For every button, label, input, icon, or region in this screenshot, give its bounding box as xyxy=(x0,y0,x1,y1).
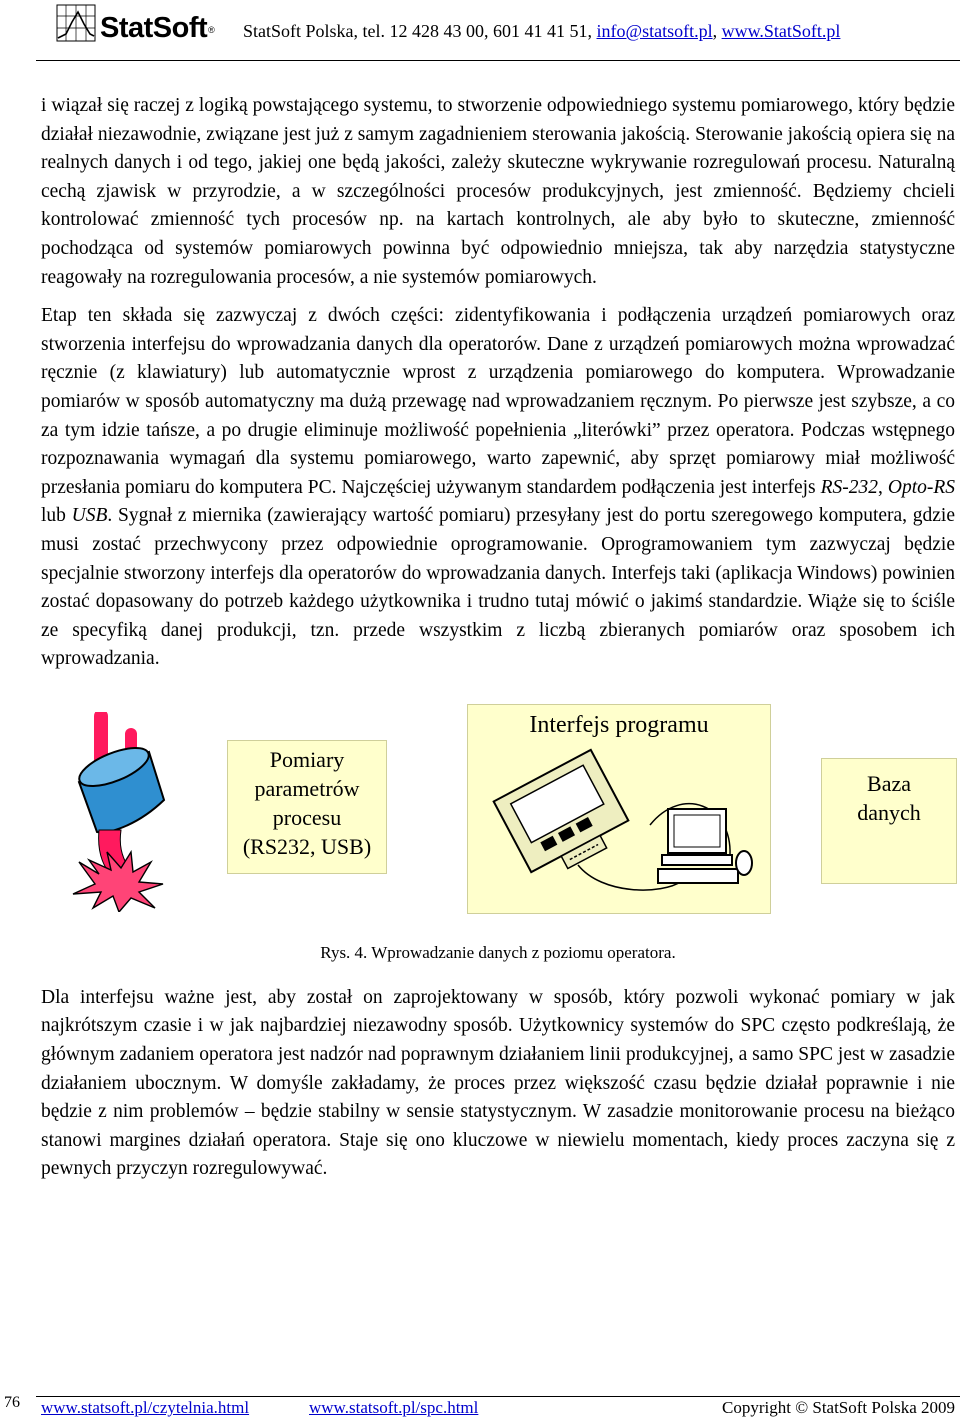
computer-interface-icon xyxy=(482,745,762,905)
term-rs232: RS-232 xyxy=(820,476,879,498)
statsoft-logo-icon xyxy=(56,4,96,42)
figure-data-entry xyxy=(41,704,955,914)
page-number: 76 xyxy=(4,1394,20,1411)
footer-link-spc[interactable]: www.statsoft.pl/spc.html xyxy=(309,1398,479,1417)
paragraph-1: i wiązał się raczej z logiką powstającego systemu, to stworzenie odpowiedniego systemu pomiarowego, który będzie działał niezawodnie, związane jest już z samym zagadnieniem sterowania jakością. Sterowanie jakością opiera się na realnych danych i od tego, jakiej one będą jakości, zależy skuteczne wykrywanie rozregulowań procesu. Naturalną cechą zjawisk w przyrodzie, a w szczególności procesów produkcyjnych, jest zmienność. Będziemy chcieli kontrolować zmienność tych procesów np. na kartach kontrolnych, ale aby było to skuteczne, zmienność pochodząca od systemów pomiarowych powinna być odpowiednio mniejsza, tak aby narzędzia statystyczne reagowały na rozregulowania procesów, a nie systemów pomiarowych. xyxy=(41,95,955,288)
figure-caption: Rys. 4. Wprowadzanie danych z poziomu operatora. xyxy=(320,942,676,962)
header-contact xyxy=(243,20,840,42)
website-link[interactable]: www.StatSoft.pl xyxy=(721,21,841,41)
interface-title: Interfejs programu xyxy=(529,711,709,738)
email-link[interactable]: info@statsoft.pl xyxy=(596,21,713,41)
box-measurements: Pomiary parametrów procesu (RS232, USB) xyxy=(227,740,387,874)
paragraph-3: Dla interfejsu ważne jest, aby został on zaprojektowany w sposób, który pozwoli wykonać pomiary w jak najkrótszym czasie i w jak najbardziej niezawodny sposób. Użytkownicy systemów do SPC często podkreślają, że głównym zadaniem operatora jest nadzór nad poprawnym działaniem linii produkcyjnej, a samo SPC jest w zasadzie działaniem ubocznym. W domyśle zakładamy, że proces przez większość czasu będzie działał poprawnie i nie będzie z nim problemów – będzie stabilny w sensie statystycznym. W zasadzie monitorowanie procesu na bieżąco stanowi margines działań operatora. Staje się ono kluczowe w niewielu momentach, kiedy proces zaczyna się z pewnych przyczyn rozregulowywać. xyxy=(41,986,955,1180)
contact-text: StatSoft Polska, tel. 12 428 43 00, 601 41 41 51, xyxy=(243,21,597,41)
term-opto-rs: Opto-RS xyxy=(887,476,956,498)
paragraph-2: Etap ten składa się zazwyczaj z dwóch części: zidentyfikowania i podłączenia urządzeń pomiarowych oraz stworzenia interfejsu do wprowadzania danych dla operatorów. Dane z urządzeń pomiarowych można wprowadzać ręcznie (z klawiatury) lub automatycznie wprost z urządzenia pomiarowego do komputera. Wprowadzanie pomiarów w sposób automatyczny ma dużą przewagę nad wprowadzaniem ręcznym. Po pierwsze jest szybsze, a co za tym idzie tańsze, a po drugie eliminuje możliwość popełnienia „literówki” przez operatora. Podczas wstępnego rozpoznawania wymagań dla systemu pomiarowego, warto zapewnić, aby sprzęt pomiarowy miał możliwość przesłania pomiaru do komputera PC. Najczęściej używanym standardem podłączenia jest interfejs RS-232, Opto-RS lub USB. Sygnał z miernika (zawierający wartość pomiaru) przesyłany jest do portu szeregowego komputera, gdzie musi zostać przechwycony przez odpowiednie oprogramowanie. Oprogramowaniem tym zazwyczaj będzie specjalnie stworzony interfejs dla operatorów do wprowadzania danych. Interfejs taki (aplikacja Windows) powinien zostać dopasowany do potrzeb każdego użytkownika i trudno tutaj mówić o jakimś standardzie. Wiąże się to ściśle ze specyfiką danej produkcji, tzn. przede wszystkim z liczbą zbieranych pomiarów oraz sposobem ich wprowadzania. xyxy=(41,305,956,670)
page-header xyxy=(0,0,960,62)
logo-wordmark: StatSoft® xyxy=(100,12,215,44)
footer-copyright: Copyright © StatSoft Polska 2009 xyxy=(722,1398,955,1417)
box-program-interface xyxy=(467,704,771,914)
contact-separator: , xyxy=(712,21,722,41)
box-database: Baza danych xyxy=(821,758,957,884)
header-divider xyxy=(36,60,960,61)
footer-link-czytelnia[interactable]: www.statsoft.pl/czytelnia.html xyxy=(41,1398,250,1417)
article-body xyxy=(41,92,955,1184)
ladle-illustration-icon xyxy=(59,712,209,912)
term-usb: USB xyxy=(71,505,108,527)
